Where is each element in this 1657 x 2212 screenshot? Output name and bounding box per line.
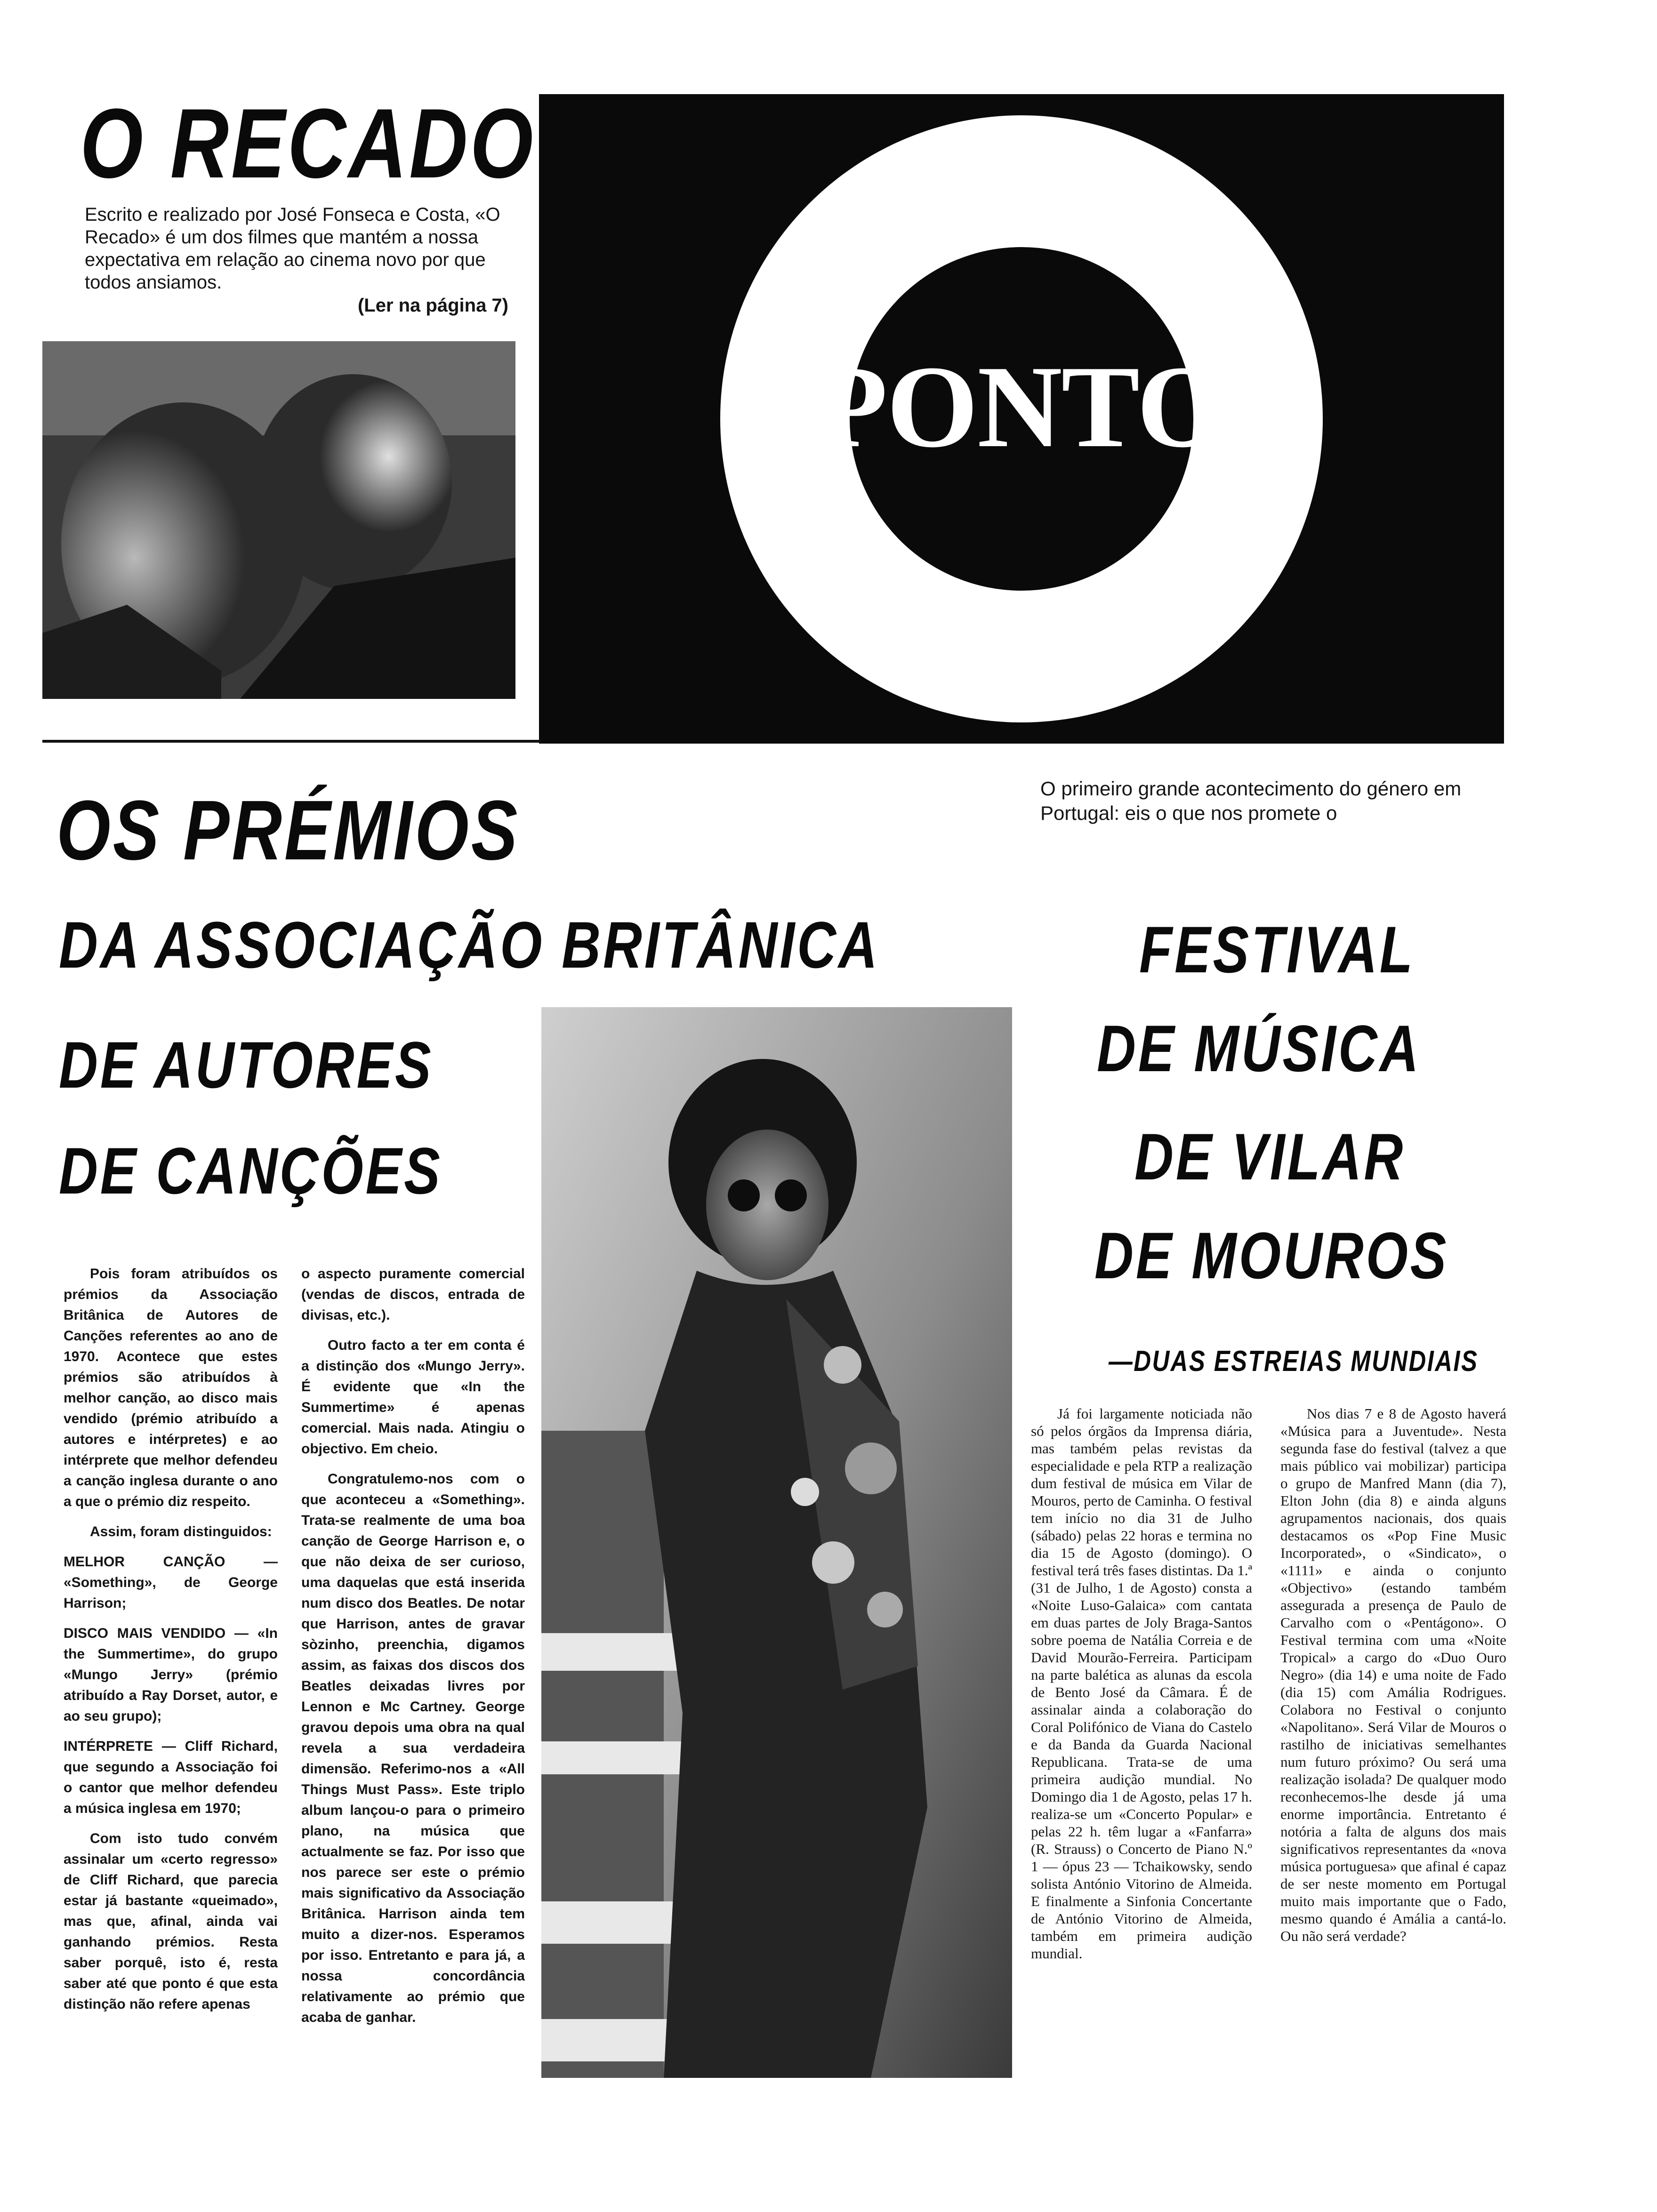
festival-intro: O primeiro grande acontecimento do género em Portugal: eis o que nos promete o [1040, 777, 1462, 824]
premios-paragraph: Pois foram atribuídos os prémios da Associação Britânica de Autores de Canções referentes ao ano de 1970. Acontece que estes prémios são atribuídos à melhor canção, ao disco mais vendido (prémio atribuído a autores e intérpretes) e ao intérprete que melhor defendeu a canção inglesa durante o ano a que o prémio diz respeito. [64, 1266, 278, 1509]
premios-paragraph: o aspecto puramente comercial (vendas de discos, entrada de divisas, etc.). [301, 1266, 525, 1323]
premios-paragraph: Assim, foram distinguidos: [90, 1524, 272, 1539]
performer-photo-art [541, 1007, 1012, 2078]
premios-column-1 [64, 1264, 278, 2024]
premios-paragraph: Outro facto a ter em conta é a distinção dos «Mungo Jerry». É evidente que «In the Summertime» é apenas comercial. Mais nada. Atingiu o objectivo. Em cheio. [301, 1338, 525, 1457]
festival-headline-4: DE MOUROS [1094, 1218, 1449, 1292]
premios-paragraph: Congratulemo-nos com o que aconteceu a «Something». Trata-se realmente de uma boa canção de George Harrison e, o que não deixa de ser curioso, uma daquelas que está inserida num disco dos Beatles. De notar que Harrison, antes de gravar sòzinho, preenchia, digamos assim, as faixas dos discos dos Beatles deixadas livres por Lennon e Mc Cartney. George gravou depois uma obra na qual revela a sua verdadeira dimensão. Referimo-nos a «All Things Must Pass». Este triplo album lançou-o para o primeiro plano, na música que actualmente se faz. Por isso que nos parece ser este o prémio mais significativo da Associação Britânica. Harrison ainda tem muito a dizer-nos. Esperamos por isso. Entretanto e para já, a nossa concordância relativamente ao prémio que acaba de ganhar. [301, 1471, 525, 2025]
premios-headline-4: DE CANÇÕES [59, 1134, 442, 1208]
festival-headline-1: FESTIVAL [1139, 913, 1415, 986]
festival-headline-2: DE MÚSICA [1097, 1011, 1421, 1085]
festival-subhead: —DUAS ESTREIAS MUNDIAIS [1109, 1345, 1479, 1378]
recado-film-still [42, 341, 515, 699]
premios-headline-3: DE AUTORES [59, 1028, 434, 1102]
premios-award-performer: INTÉRPRETE — Cliff Richard, que segundo a Associação foi o cantor que melhor defendeu a música inglesa em 1970; [64, 1739, 278, 1816]
premios-award-disc: DISCO MAIS VENDIDO — «In the Summertime», do grupo «Mungo Jerry» (prémio atribuído a Ray Dorset, autor, e ao seu grupo); [64, 1626, 278, 1724]
festival-column-1 [1031, 1405, 1252, 1972]
premios-paragraph: Com isto tudo convém assinalar um «certo regresso» de Cliff Richard, que parecia estar já bastante «queimado», mas que, afinal, ainda vai ganhando prémios. Resta saber porquê, isto é, resta saber até que ponto é que esta distinção não refere apenas [64, 1831, 278, 2012]
festival-headline-3: DE VILAR [1134, 1120, 1406, 1194]
section-divider [42, 740, 541, 743]
festival-paragraph: Já foi largamente noticiada não só pelos órgãos da Imprensa diária, mas também pelas revistas da especialidade e pela RTP a realização dum festival de música em Vilar de Mouros, perto de Caminha. O festival tem início no dia 31 de Julho (sábado) pelas 22 horas e termina no dia 15 de Agosto (domingo). O festival terá três fases distintas. Da 1.ª (31 de Julho, 1 de Agosto) consta a «Noite Luso-Galaica» com cantata em duas partes de Joly Braga-Santos sobre poema de Natália Correia e de David Mourão-Ferreira. Participam na parte balética as alunas da escola de Bento José da Câmara. É de assinalar ainda a colaboração do Coral Polifónico de Viana do Castelo e da Banda da Guarda Nacional Republicana. Trata-se de uma primeira audição mundial. No Domingo dia 1 de Agosto, pelas 17 h. realiza-se um «Concerto Popular» e pelas 22 h. têm lugar a «Fanfarra» (R. Strauss) o Concerto de Piano N.º 1 — ópus 23 — Tchaikowsky, sendo solista António Vitorino de Almeida. E finalmente a Sinfonia Concertante de António Vitorino de Almeida, também em primeira audição mundial. [1031, 1405, 1252, 1962]
festival-column-2 [1280, 1405, 1506, 1954]
ponto-logo-text: PONTO [815, 342, 1228, 472]
recado-headline: O RECADO [80, 88, 536, 199]
premios-column-2 [301, 1264, 525, 2037]
premios-award-song: MELHOR CANÇÃO — «Something», de George Harrison; [64, 1554, 278, 1611]
recado-film-still-art [42, 341, 515, 699]
premios-headline-2: DA ASSOCIAÇÃO BRITÂNICA [59, 908, 880, 982]
performer-photo [541, 1007, 1012, 2078]
recado-page-ref: (Ler na página 7) [357, 295, 508, 316]
festival-paragraph: Nos dias 7 e 8 de Agosto haverá «Música para a Juventude». Nesta segunda fase do festival (talvez a que mais público vai mobilizar) participa o grupo de Manfred Mann (dia 7), Elton John (dia 8) e ainda alguns agrupamentos nacionais, dos quais destacamos os «Pop Fine Music Incorporated», o «Sindicato», o «1111» e ainda o conjunto «Objectivo» (estando também assegurada a presença de Paulo de Carvalho com o «Pentágono». O Festival termina com uma «Noite Tropical» a cargo do «Duo Ouro Negro» (dia 14) e uma noite de Fado (dia 15) com Amália Rodrigues. Colabora no Festival o conjunto «Napolitano». Será Vilar de Mouros o rastilho de iniciativas semelhantes num futuro próximo? Ou será uma realização isolada? De qualquer modo reconhecemos-lhe desde já uma enorme importância. Entretanto é notória a falta de alguns dos mais significativos representantes da «nova música portuguesa» que afinal é capaz de ser neste momento em Portugal muito mais importante que o Fado, mesmo quando é Amália a cantá-lo. Ou não será verdade? [1280, 1405, 1506, 1944]
premios-headline-1: OS PRÉMIOS [56, 783, 520, 878]
recado-lede: Escrito e realizado por José Fonseca e Costa, «O Recado» é um dos filmes que mantém a nossa expectativa em relação ao cinema novo por que todos ansiamos. [85, 204, 500, 293]
